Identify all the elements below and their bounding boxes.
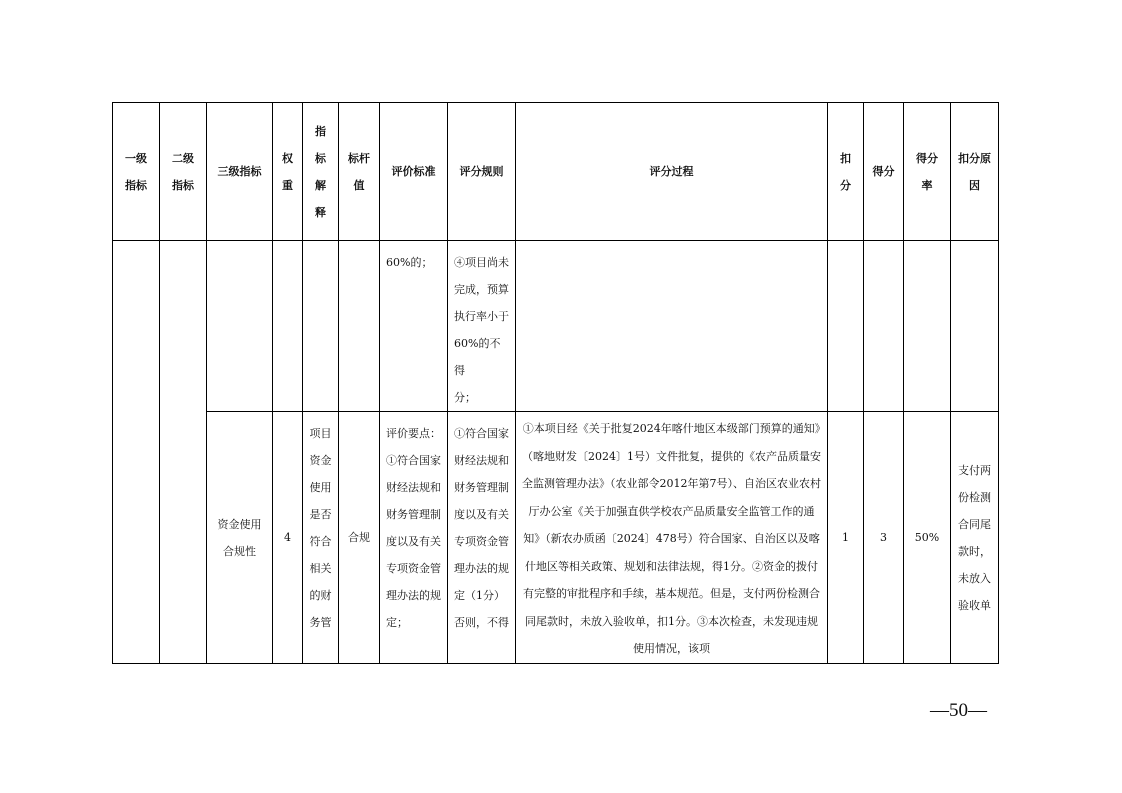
- cell-score-rate: 50%: [904, 412, 951, 664]
- cell-score: 3: [864, 412, 904, 664]
- cell-reason: [951, 241, 999, 412]
- cell-process: ①本项目经《关于批复2024年喀什地区本级部门预算的通知》（喀地财发〔2024〕1号）文件批复，提供的《农产品质量安全监测管理办法》（农业部令2012年第7号）、自治区农业农村厅办公室《关于加强直供学校农产品质量安全监管工作的通知》（新农办质函〔2024〕478号）符合国家、自治区以及喀什地区等相关政策、规划和法律法规，得1分。②资金的拨付有完整的审批程序和手续，基本规范。但是，支付两份检测合同尾款时，未放入验收单，扣1分。③本次检查，未发现违规使用情况，该项: [516, 412, 828, 664]
- header-rule: 评分规则: [448, 103, 516, 241]
- cell-standard: 60%的；: [380, 241, 448, 412]
- header-level2-indicator: 二级 指标: [160, 103, 207, 241]
- page-number: —50—: [930, 700, 987, 721]
- cell-reason: 支付两 份检测 合同尾 款时， 未放入 验收单: [951, 412, 999, 664]
- header-weight: 权 重: [273, 103, 303, 241]
- header-explanation: 指 标 解 释: [303, 103, 339, 241]
- header-standard: 评价标准: [380, 103, 448, 241]
- cell-level3: 资金使用 合规性: [207, 412, 273, 664]
- cell-weight: 4: [273, 412, 303, 664]
- header-level3-indicator: 三级指标: [207, 103, 273, 241]
- cell-rule: ④项目尚未 完成，预算 执行率小于 60%的不得 分；: [448, 241, 516, 412]
- header-benchmark: 标杆 值: [339, 103, 380, 241]
- cell-level1: [113, 241, 160, 664]
- header-score-rate: 得分 率: [904, 103, 951, 241]
- header-level1-indicator: 一级 指标: [113, 103, 160, 241]
- evaluation-table: [112, 102, 999, 664]
- cell-rule: ①符合国家 财经法规和 财务管理制 度以及有关 专项资金管 理办法的规 定（1分） 否则，不得: [448, 412, 516, 664]
- cell-score: [864, 241, 904, 412]
- header-score: 得分: [864, 103, 904, 241]
- cell-explanation: 项目 资金 使用 是否 符合 相关 的财 务管: [303, 412, 339, 664]
- header-process: 评分过程: [516, 103, 828, 241]
- table-row: [113, 412, 999, 664]
- table-row: [113, 241, 999, 412]
- cell-level2: [160, 241, 207, 664]
- header-reason: 扣分原 因: [951, 103, 999, 241]
- cell-score-rate: [904, 241, 951, 412]
- cell-level3: [207, 241, 273, 412]
- header-row: [113, 103, 999, 241]
- cell-deduction: 1: [828, 412, 864, 664]
- cell-benchmark: 合规: [339, 412, 380, 664]
- cell-weight: [273, 241, 303, 412]
- cell-process: [516, 241, 828, 412]
- cell-deduction: [828, 241, 864, 412]
- cell-explanation: [303, 241, 339, 412]
- header-deduction: 扣 分: [828, 103, 864, 241]
- cell-benchmark: [339, 241, 380, 412]
- cell-standard: 评价要点： ①符合国家 财经法规和 财务管理制 度以及有关 专项资金管 理办法的规 定；: [380, 412, 448, 664]
